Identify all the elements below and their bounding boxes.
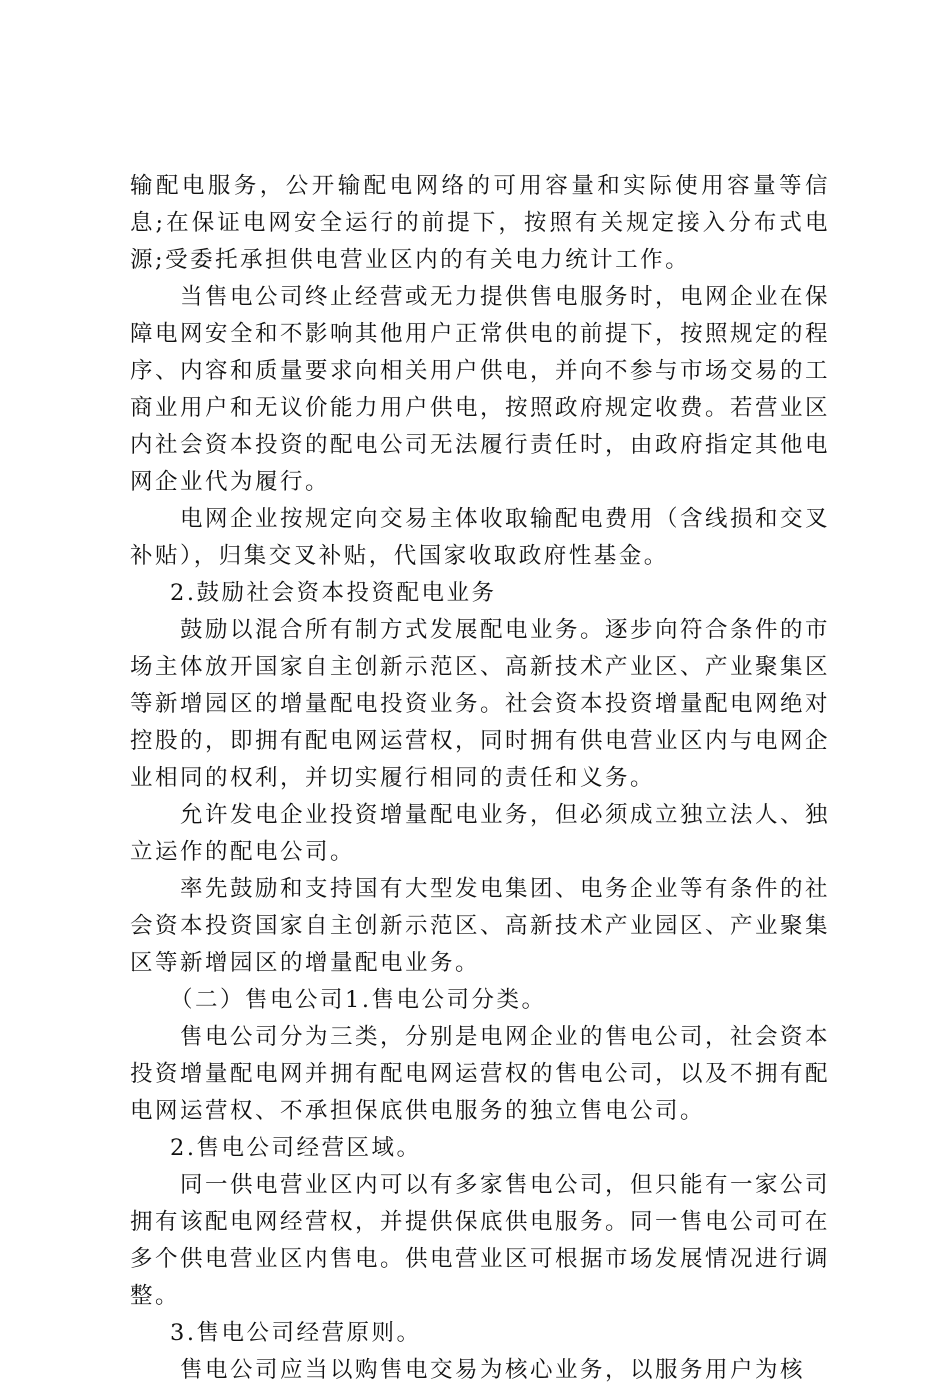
paragraph: 允许发电企业投资增量配电业务，但必须成立独立法人、独立运作的配电公司。: [130, 802, 831, 865]
paragraph: 售电公司应当以购售电交易为核心业务，以服务用户为核: [180, 1357, 806, 1383]
section-heading: （二）售电公司1.售电公司分类。: [170, 987, 547, 1013]
paragraph: 当售电公司终止经营或无力提供售电服务时，电网企业在保障电网安全和不影响其他用户正常供电的前提下，按照规定的程序、内容和质量要求向相关用户供电，并向不参与市场交易的工商业用户和无议价能力用户供电，按照政府规定收费。若营业区内社会资本投资的配电公司无法履行责任时，由政府指定其他电网企业代为履行。: [130, 284, 831, 495]
section-heading: 3.售电公司经营原则。: [170, 1320, 422, 1346]
section-heading: 2.鼓励社会资本投资配电业务: [170, 580, 497, 606]
paragraph: 鼓励以混合所有制方式发展配电业务。逐步向符合条件的市场主体放开国家自主创新示范区、高新技术产业区、产业聚集区等新增园区的增量配电投资业务。社会资本投资增量配电网绝对控股的，即拥有配电网运营权，同时拥有供电营业区内与电网企业相同的权利，并切实履行相同的责任和义务。: [130, 617, 831, 791]
section-heading: 2.售电公司经营区域。: [170, 1135, 422, 1161]
paragraph-continuation: 输配电服务，公开输配电网络的可用容量和实际使用容量等信息;在保证电网安全运行的前提下，按照有关规定接入分布式电源;受委托承担供电营业区内的有关电力统计工作。: [130, 173, 830, 273]
paragraph: 同一供电营业区内可以有多家售电公司，但只能有一家公司拥有该配电网经营权，并提供保底供电服务。同一售电公司可在多个供电营业区内售电。供电营业区可根据市场发展情况进行调整。: [130, 1172, 831, 1309]
paragraph: 电网企业按规定向交易主体收取输配电费用（含线损和交叉补贴），归集交叉补贴，代国家收取政府性基金。: [130, 506, 831, 569]
paragraph: 售电公司分为三类，分别是电网企业的售电公司，社会资本投资增量配电网并拥有配电网运营权的售电公司，以及不拥有配电网运营权、不承担保底供电服务的独立售电公司。: [130, 1024, 831, 1124]
paragraph: 率先鼓励和支持国有大型发电集团、电务企业等有条件的社会资本投资国家自主创新示范区、高新技术产业园区、产业聚集区等新增园区的增量配电业务。: [130, 876, 831, 976]
document-body: [130, 168, 830, 1389]
